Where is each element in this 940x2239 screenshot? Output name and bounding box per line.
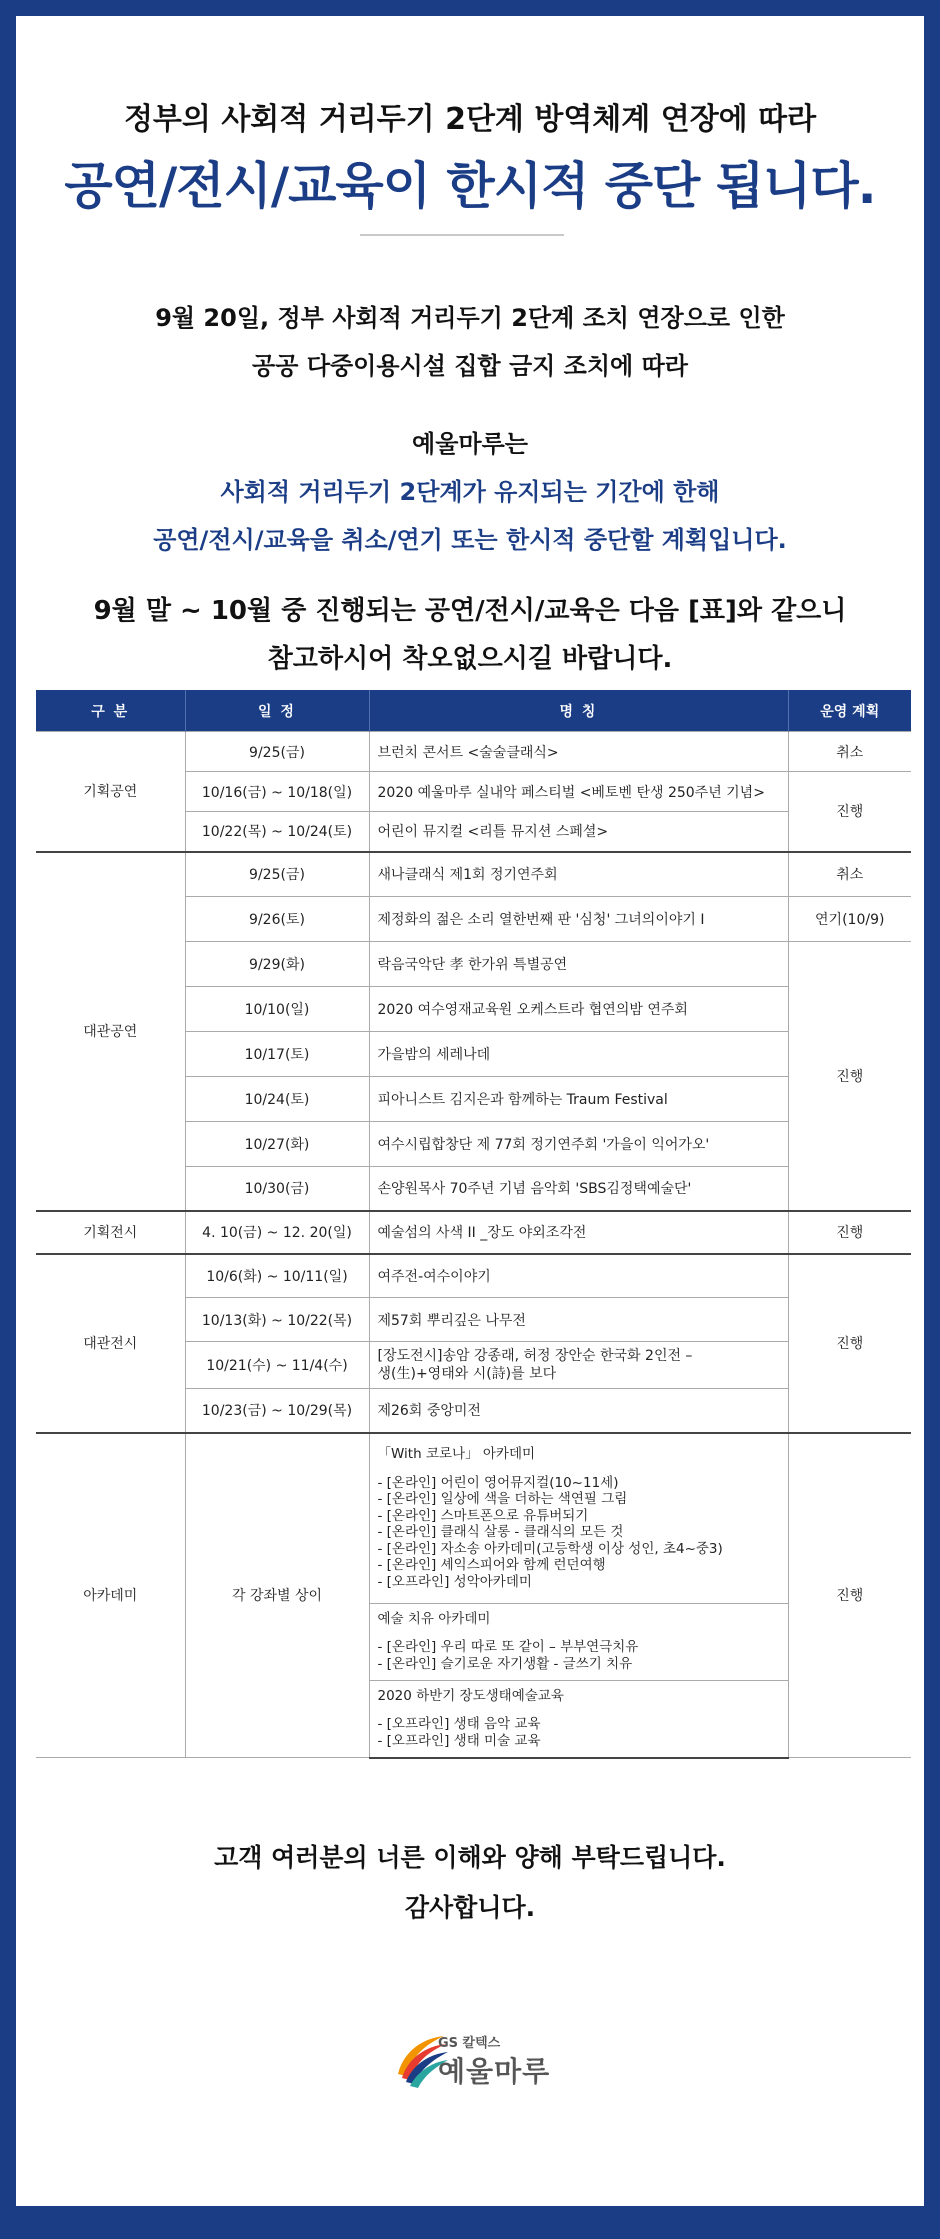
intro-line-3: 예울마루는 bbox=[412, 430, 528, 458]
date-cell: 10/17(토) bbox=[185, 1032, 369, 1077]
status-cell: 취소 bbox=[788, 852, 911, 897]
name-cell: 2020 예울마루 실내악 페스티벌 <베토벤 탄생 250주년 기념> bbox=[369, 772, 788, 812]
header-category: 구 분 bbox=[36, 690, 185, 732]
yeulmaru-logo bbox=[394, 2028, 554, 2098]
name-cell: 제57회 뿌리깊은 나무전 bbox=[369, 1298, 788, 1342]
table-header-row bbox=[36, 690, 911, 732]
date-cell: 10/13(화) ~ 10/22(목) bbox=[185, 1298, 369, 1342]
notice-subtitle: 정부의 사회적 거리두기 2단계 방역체계 연장에 따라 bbox=[123, 102, 817, 137]
table-row bbox=[36, 732, 911, 772]
status-cell: 취소 bbox=[788, 732, 911, 772]
date-cell: 10/30(금) bbox=[185, 1167, 369, 1211]
name-cell: 가을밤의 세레나데 bbox=[369, 1032, 788, 1077]
date-cell: 9/29(화) bbox=[185, 942, 369, 987]
status-cell: 진행 bbox=[788, 1211, 911, 1254]
academy-item: - [온라인] 우리 따로 또 같이 – 부부연극치유 bbox=[377, 1639, 639, 1656]
academy-block-with-corona bbox=[369, 1433, 788, 1604]
header-date: 일 정 bbox=[185, 690, 369, 732]
status-cell: 진행 bbox=[788, 942, 911, 1211]
academy-item: - [온라인] 클래식 살롱 - 클래식의 모든 것 bbox=[377, 1524, 624, 1540]
date-cell: 10/21(수) ~ 11/4(수) bbox=[185, 1342, 369, 1389]
date-cell: 10/24(토) bbox=[185, 1077, 369, 1122]
name-cell: 피아니스트 김지은과 함께하는 Traum Festival bbox=[369, 1077, 788, 1122]
name-cell: 제26회 중앙미전 bbox=[369, 1389, 788, 1433]
name-cell bbox=[369, 1342, 788, 1389]
date-cell: 10/22(목) ~ 10/24(토) bbox=[185, 812, 369, 852]
logo-brand-main: 예울마루 bbox=[438, 2055, 551, 2088]
date-cell: 9/25(금) bbox=[185, 852, 369, 897]
name-cell: 제정화의 젊은 소리 열한번째 판 '심청' 그녀의이야기 I bbox=[369, 897, 788, 942]
date-cell: 9/26(토) bbox=[185, 897, 369, 942]
date-cell: 10/23(금) ~ 10/29(목) bbox=[185, 1389, 369, 1433]
category-cell: 대관공연 bbox=[36, 852, 185, 1211]
academy-item: - [온라인] 슬기로운 자기생활 - 글쓰기 치유 bbox=[377, 1655, 633, 1672]
closing-line-1: 고객 여러분의 너른 이해와 양해 부탁드립니다. bbox=[214, 1843, 726, 1872]
date-cell: 10/10(일) bbox=[185, 987, 369, 1032]
intro-line-1: 9월 20일, 정부 사회적 거리두기 2단계 조치 연장으로 인한 bbox=[155, 304, 785, 332]
academy-item: - [오프라인] 성악아카데미 bbox=[377, 1573, 532, 1590]
divider bbox=[360, 234, 564, 236]
spacer bbox=[378, 1704, 780, 1716]
spacer bbox=[378, 1463, 780, 1475]
name-cell: 2020 여수영재교육원 오케스트라 협연의밤 연주회 bbox=[369, 987, 788, 1032]
name-cell: 락음국악단 孝 한가위 특별공연 bbox=[369, 942, 788, 987]
notice-sheet bbox=[16, 16, 924, 2206]
date-cell: 10/6(화) ~ 10/11(일) bbox=[185, 1254, 369, 1298]
academy-item: - [온라인] 일상에 색을 더하는 색연필 그림 bbox=[377, 1491, 628, 1507]
academy-item: - [온라인] 스마트폰으로 유튜버되기 bbox=[377, 1507, 589, 1524]
date-cell: 각 강좌별 상이 bbox=[185, 1433, 369, 1758]
closing-line-2: 감사합니다. bbox=[404, 1893, 536, 1922]
date-cell: 9/25(금) bbox=[185, 732, 369, 772]
intro-line-7: 참고하시어 착오없으시길 바랍니다. bbox=[267, 644, 673, 674]
notice-title: 공연/전시/교육이 한시적 중단 됩니다. bbox=[64, 157, 876, 215]
name-cell: 새나클래식 제1회 정기연주회 bbox=[369, 852, 788, 897]
name-line: [장도전시]송암 강종래, 허정 장안순 한국화 2인전 – bbox=[377, 1348, 693, 1364]
academy-item: - [오프라인] 생태 음악 교육 bbox=[377, 1716, 541, 1733]
academy-block-title: 예술 치유 아카데미 bbox=[377, 1610, 491, 1627]
intro-line-6: 9월 말 ~ 10월 중 진행되는 공연/전시/교육은 다음 [표]와 같으니 bbox=[93, 596, 847, 626]
date-cell: 10/27(화) bbox=[185, 1122, 369, 1167]
status-cell: 연기(10/9) bbox=[788, 897, 911, 942]
status-cell: 진행 bbox=[788, 1433, 911, 1758]
name-line: 생(生)+영태와 시(詩)를 보다 bbox=[377, 1366, 557, 1382]
table-row bbox=[36, 1433, 911, 1604]
status-cell: 진행 bbox=[788, 772, 911, 852]
academy-block-eco bbox=[369, 1680, 788, 1758]
academy-item: - [오프라인] 생태 미술 교육 bbox=[377, 1732, 541, 1749]
category-cell: 기획공연 bbox=[36, 732, 185, 852]
table-row bbox=[36, 1254, 911, 1298]
name-cell: 여주전-여수이야기 bbox=[369, 1254, 788, 1298]
schedule-table bbox=[36, 690, 911, 1759]
table-row bbox=[36, 1211, 911, 1254]
intro-line-2: 공공 다중이용시설 집합 금지 조치에 따라 bbox=[252, 352, 688, 380]
academy-block-title: 「With 코로나」 아카데미 bbox=[377, 1446, 536, 1462]
name-cell: 어린이 뮤지컬 <리틀 뮤지션 스페셜> bbox=[369, 812, 788, 852]
header-name: 명 칭 bbox=[369, 690, 788, 732]
name-cell: 여수시립합창단 제 77회 정기연주회 '가을이 익어가오' bbox=[369, 1122, 788, 1167]
table-row bbox=[36, 852, 911, 897]
academy-block-art-healing bbox=[369, 1603, 788, 1680]
name-cell: 손양원목사 70주년 기념 음악회 'SBS김정택예술단' bbox=[369, 1167, 788, 1211]
academy-item: - [온라인] 셰익스피어와 함께 런던여행 bbox=[377, 1557, 606, 1573]
date-cell: 4. 10(금) ~ 12. 20(일) bbox=[185, 1211, 369, 1254]
status-cell: 진행 bbox=[788, 1254, 911, 1433]
academy-item: - [온라인] 어린이 영어뮤지컬(10~11세) bbox=[377, 1474, 619, 1491]
intro-line-5: 공연/전시/교육을 취소/연기 또는 한시적 중단할 계획입니다. bbox=[153, 526, 787, 554]
academy-block-title: 2020 하반기 장도생태예술교육 bbox=[377, 1687, 564, 1704]
intro-line-4: 사회적 거리두기 2단계가 유지되는 기간에 한해 bbox=[220, 478, 720, 506]
category-cell: 아카데미 bbox=[36, 1433, 185, 1758]
category-cell: 대관전시 bbox=[36, 1254, 185, 1433]
name-cell: 예술섬의 사색 II _장도 야외조각전 bbox=[369, 1211, 788, 1254]
name-cell: 브런치 콘서트 <술술클래식> bbox=[369, 732, 788, 772]
category-cell: 기획전시 bbox=[36, 1211, 185, 1254]
logo-brand-small: GS 칼텍스 bbox=[438, 2036, 501, 2051]
spacer bbox=[378, 1627, 780, 1639]
academy-item: - [온라인] 자소송 아카데미(고등학생 이상 성인, 초4~중3) bbox=[377, 1540, 723, 1557]
date-cell: 10/16(금) ~ 10/18(일) bbox=[185, 772, 369, 812]
header-status: 운영 계획 bbox=[788, 690, 911, 732]
